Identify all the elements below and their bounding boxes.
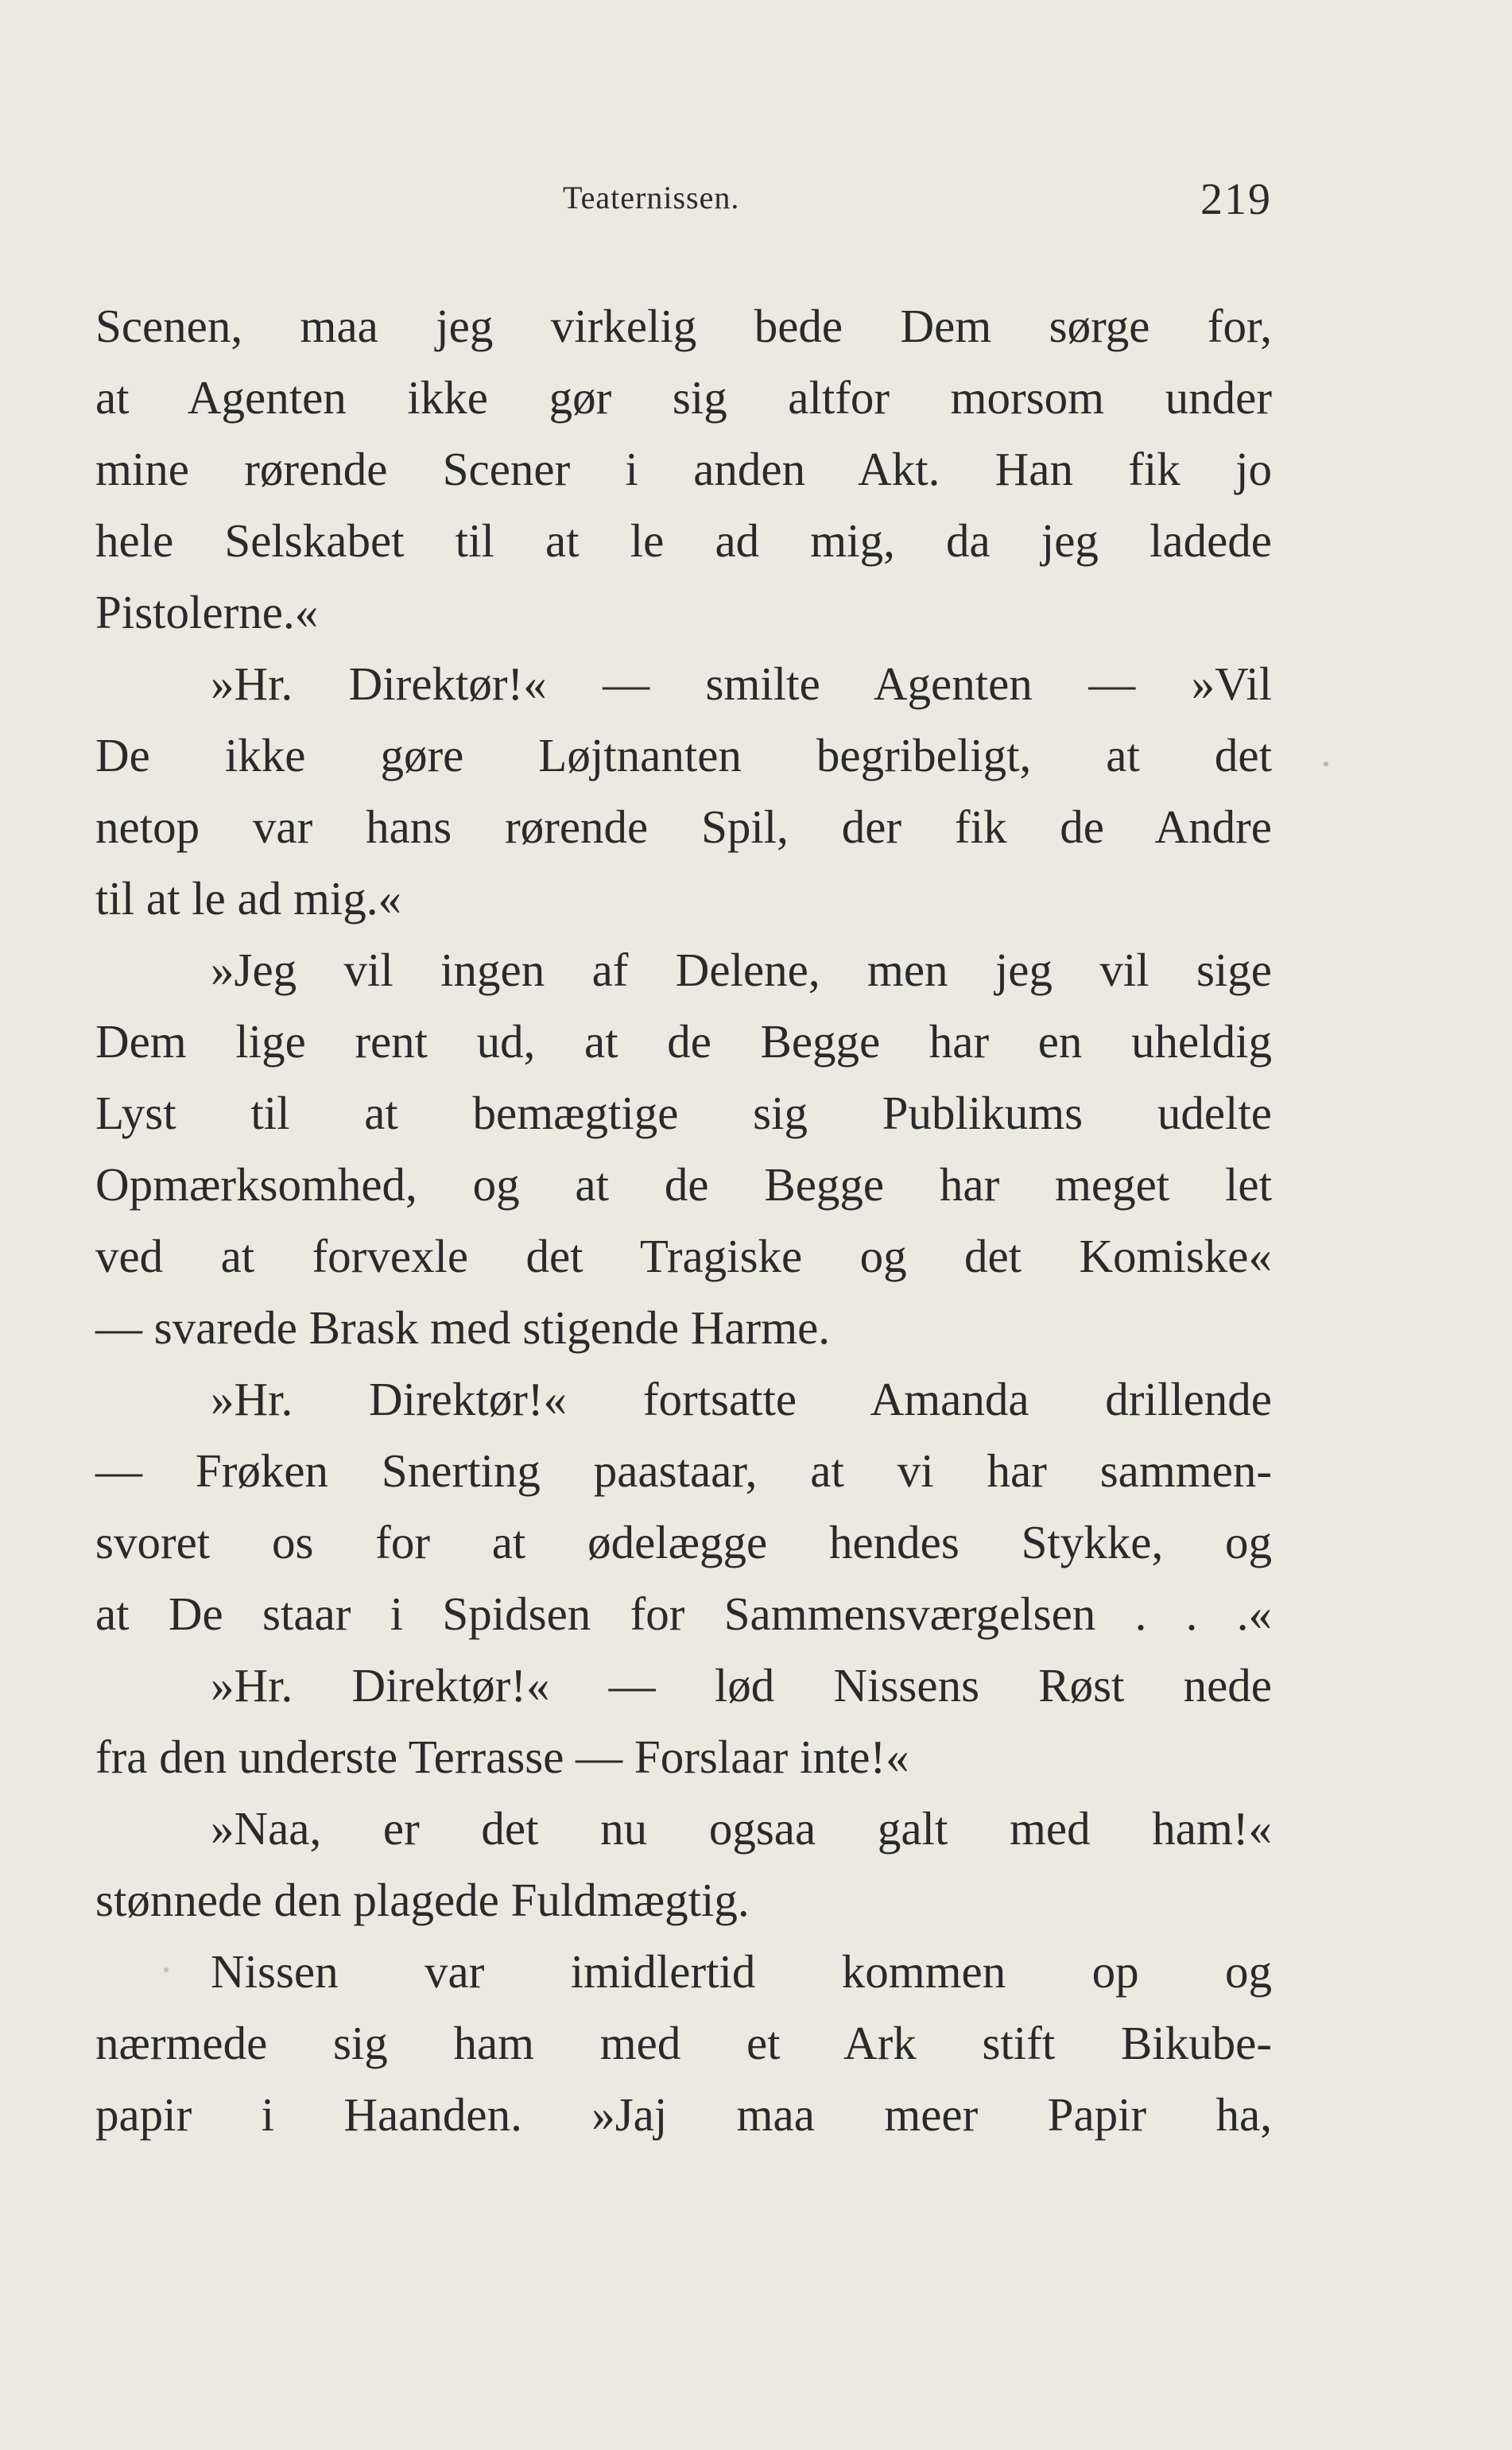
text-line: De ikke gøre Løjtnanten begribeligt, at det	[95, 729, 1272, 781]
text-line: Dem lige rent ud, at de Begge har en uheldig	[95, 1015, 1272, 1068]
text-line: Opmærksomhed, og at de Begge har meget let	[95, 1158, 1272, 1211]
paper-speck	[164, 1967, 169, 1972]
text-line: »Jeg vil ingen af Delene, men jeg vil sige	[211, 944, 1272, 996]
text-line: at De staar i Spidsen for Sammensværgelsen . . .«	[95, 1587, 1272, 1640]
text-line: hele Selskabet til at le ad mig, da jeg ladede	[95, 514, 1272, 567]
text-line: ved at forvexle det Tragiske og det Komiske«	[95, 1230, 1272, 1282]
text-line: nærmede sig ham med et Ark stift Bikube-	[95, 2017, 1272, 2069]
text-line: stønnede den plagede Fuldmægtig.	[95, 1874, 750, 1926]
body-text	[95, 290, 1272, 2150]
text-line: Scenen, maa jeg virkelig bede Dem sørge for,	[95, 300, 1272, 352]
text-line: »Hr. Direktør!« — smilte Agenten — »Vil	[211, 657, 1272, 710]
text-line: papir i Haanden. »Jaj maa meer Papir ha,	[95, 2088, 1272, 2141]
text-line: Pistolerne.«	[95, 586, 319, 638]
text-line: fra den underste Terrasse — Forslaar inte!«	[95, 1731, 909, 1783]
text-line: Lyst til at bemægtige sig Publikums udelte	[95, 1087, 1272, 1139]
text-line: Nissen var imidlertid kommen op og	[211, 1945, 1272, 1998]
text-line: »Hr. Direktør!« fortsatte Amanda drillende	[211, 1373, 1272, 1425]
running-head	[95, 163, 1272, 227]
running-title: Teaternissen.	[563, 180, 740, 215]
text-line: netop var hans rørende Spil, der fik de Andre	[95, 801, 1272, 853]
paper-speck	[1324, 762, 1328, 766]
text-line: — Frøken Snerting paastaar, at vi har sammen-	[95, 1444, 1272, 1497]
text-line: »Naa, er det nu ogsaa galt med ham!«	[211, 1802, 1272, 1855]
text-line: at Agenten ikke gør sig altfor morsom under	[95, 371, 1272, 424]
text-line: mine rørende Scener i anden Akt. Han fik jo	[95, 443, 1272, 495]
text-line: — svarede Brask med stigende Harme.	[95, 1301, 831, 1354]
text-line: til at le ad mig.«	[95, 872, 402, 925]
text-line: »Hr. Direktør!« — lød Nissens Røst nede	[211, 1659, 1272, 1712]
page-number: 219	[1200, 175, 1272, 224]
text-line: svoret os for at ødelægge hendes Stykke, og	[95, 1516, 1272, 1568]
